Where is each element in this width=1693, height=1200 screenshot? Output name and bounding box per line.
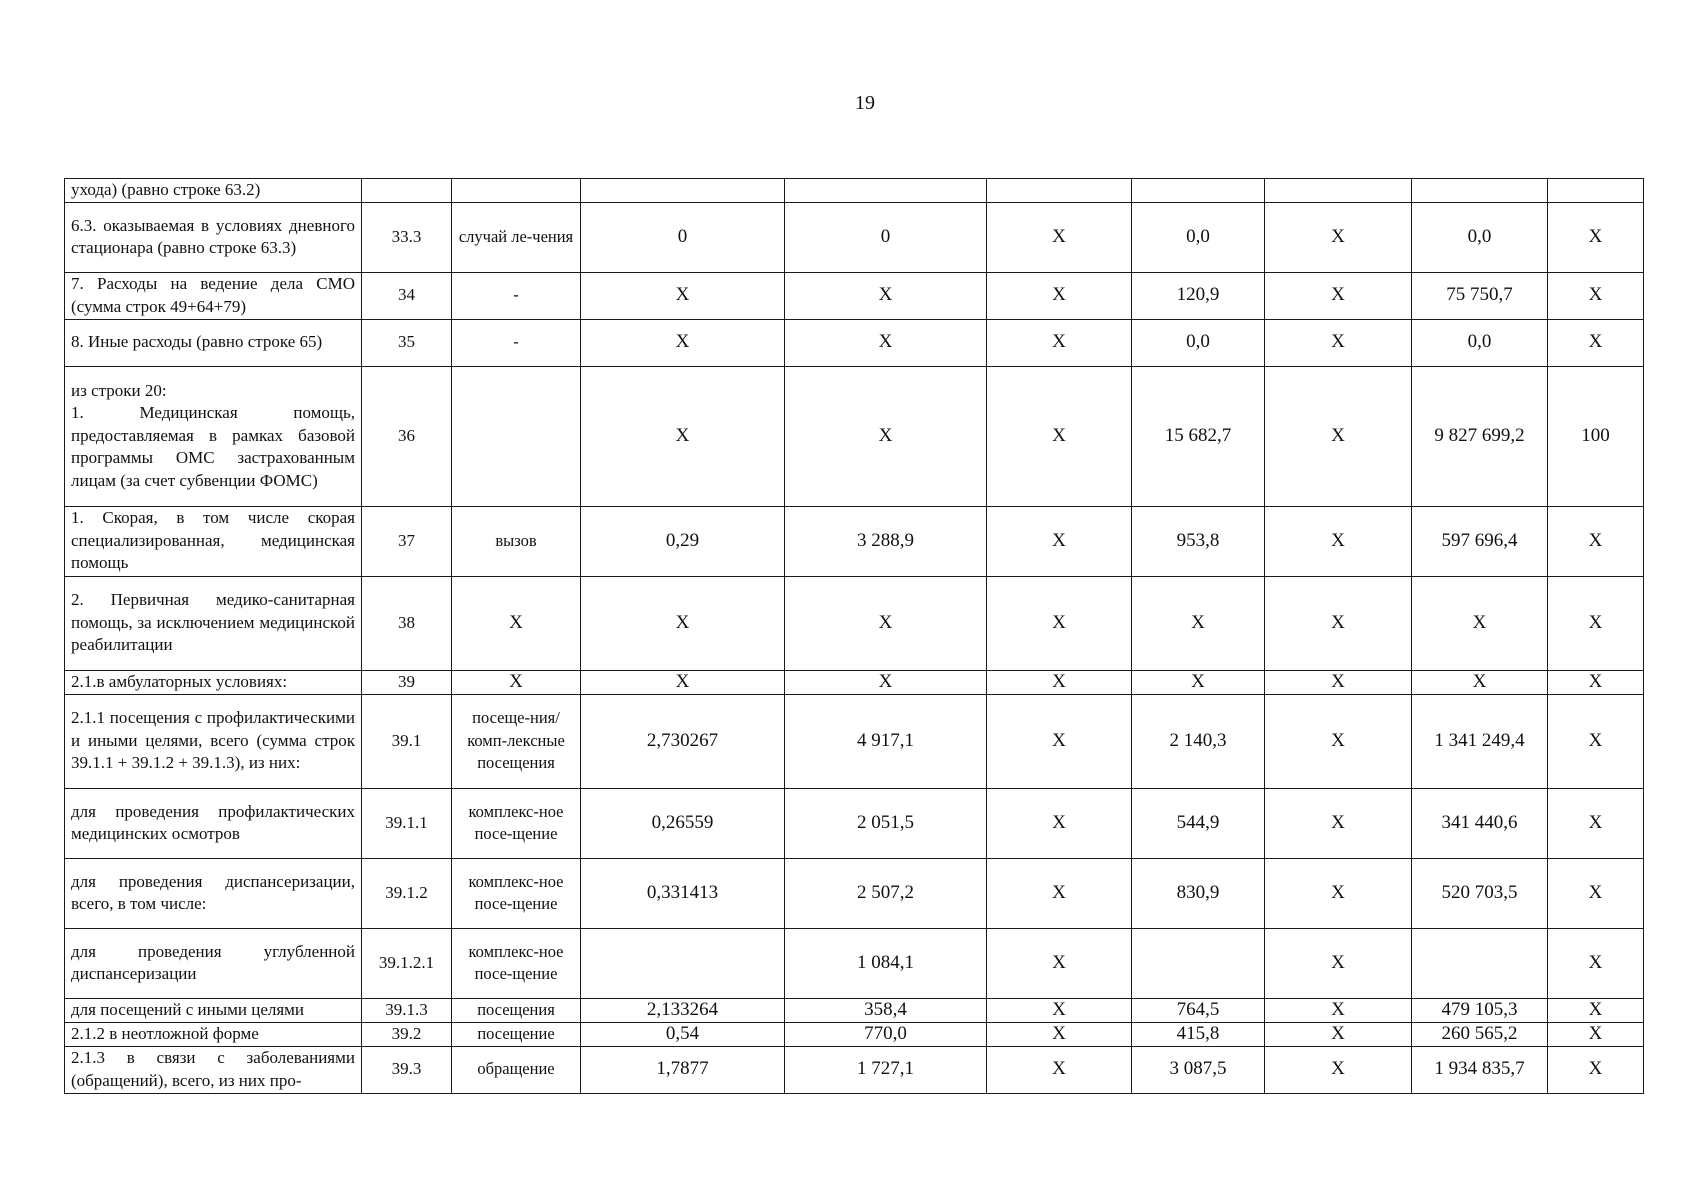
row-name-prefix: из строки 20: [71,380,167,400]
cell-c2: X [785,319,987,366]
row-unit: вызов [452,506,581,576]
cell-c6: X [1412,670,1548,694]
row-name: 2.1.в амбулаторных условиях: [65,670,362,694]
cell-c2: 1 084,1 [785,928,987,998]
cell-c4: 0,0 [1132,202,1265,272]
cell-c4: 415,8 [1132,1022,1265,1046]
cell-c4: X [1132,576,1265,670]
row-name: для проведения профилактических медицинских осмотров [65,788,362,858]
cell-c2: 2 507,2 [785,858,987,928]
cell-c4: 15 682,7 [1132,366,1265,506]
table-row [65,366,1644,506]
row-name: 8. Иные расходы (равно строке 65) [65,319,362,366]
cell-c2: 3 288,9 [785,506,987,576]
cell-c6: 260 565,2 [1412,1022,1548,1046]
cell-c6: X [1412,576,1548,670]
cell-c1: 0,54 [581,1022,785,1046]
row-name: 1. Скорая, в том числе скорая специализированная, медицинская помощь [65,506,362,576]
cell-c3: X [987,928,1132,998]
cell-c1: 0,29 [581,506,785,576]
cell-c7: X [1548,202,1644,272]
cell-c2 [785,179,987,203]
table-row [65,858,1644,928]
cell-c5 [1265,179,1412,203]
cell-c2: 0 [785,202,987,272]
row-name: для проведения диспансеризации, всего, в том числе: [65,858,362,928]
cell-c4 [1132,928,1265,998]
cell-c7: X [1548,928,1644,998]
cell-c1: 2,133264 [581,998,785,1022]
row-code: 38 [362,576,452,670]
row-unit: X [452,670,581,694]
row-name: 7. Расходы на ведение дела СМО (сумма строк 49+64+79) [65,272,362,319]
cell-c5: X [1265,694,1412,788]
cell-c1: 0,331413 [581,858,785,928]
cell-c7: X [1548,576,1644,670]
cell-c5: X [1265,788,1412,858]
row-code: 36 [362,366,452,506]
cell-c1 [581,928,785,998]
row-name [65,366,362,506]
row-unit: - [452,319,581,366]
cell-c7: X [1548,506,1644,576]
cell-c6: 75 750,7 [1412,272,1548,319]
cell-c5: X [1265,319,1412,366]
row-unit: посеще-ния/комп-лексные посещения [452,694,581,788]
row-code [362,179,452,203]
cell-c2: X [785,366,987,506]
row-name: для проведения углубленной диспансеризации [65,928,362,998]
cell-c5: X [1265,202,1412,272]
cell-c7: X [1548,788,1644,858]
table-row [65,576,1644,670]
cell-c6: 479 105,3 [1412,998,1548,1022]
row-code: 39 [362,670,452,694]
table-row [65,998,1644,1022]
table-row [65,928,1644,998]
cell-c1: 0,26559 [581,788,785,858]
row-unit: комплекс-ное посе-щение [452,928,581,998]
cell-c5: X [1265,1046,1412,1093]
cell-c1: 2,730267 [581,694,785,788]
cell-c7: X [1548,998,1644,1022]
row-code: 39.1.2.1 [362,928,452,998]
row-code: 39.1.3 [362,998,452,1022]
table-row [65,506,1644,576]
cell-c6: 597 696,4 [1412,506,1548,576]
cell-c5: X [1265,576,1412,670]
cell-c1: 0 [581,202,785,272]
cell-c2: X [785,670,987,694]
cell-c4 [1132,179,1265,203]
cell-c1: X [581,670,785,694]
cell-c4: 0,0 [1132,319,1265,366]
table-row [65,1022,1644,1046]
row-code: 39.3 [362,1046,452,1093]
cell-c3: X [987,858,1132,928]
cell-c2: 358,4 [785,998,987,1022]
table-row [65,1046,1644,1093]
table-row [65,694,1644,788]
cell-c3: X [987,670,1132,694]
cell-c3: X [987,694,1132,788]
row-code: 34 [362,272,452,319]
cell-c6 [1412,179,1548,203]
cell-c6: 1 341 249,4 [1412,694,1548,788]
row-code: 39.1 [362,694,452,788]
cell-c3: X [987,998,1132,1022]
row-code: 39.2 [362,1022,452,1046]
cell-c6: 0,0 [1412,202,1548,272]
row-unit [452,366,581,506]
cell-c3: X [987,202,1132,272]
row-code: 33.3 [362,202,452,272]
cell-c7: X [1548,1022,1644,1046]
cell-c7: X [1548,694,1644,788]
cell-c2: 2 051,5 [785,788,987,858]
table-row [65,319,1644,366]
cell-c6: 341 440,6 [1412,788,1548,858]
row-unit: обращение [452,1046,581,1093]
cell-c4: 2 140,3 [1132,694,1265,788]
row-name: 6.3. оказываемая в условиях дневного стационара (равно строке 63.3) [65,202,362,272]
cell-c7 [1548,179,1644,203]
cell-c4: X [1132,670,1265,694]
cell-c5: X [1265,858,1412,928]
cell-c3: X [987,1022,1132,1046]
cell-c4: 830,9 [1132,858,1265,928]
cell-c1 [581,179,785,203]
cell-c4: 764,5 [1132,998,1265,1022]
row-unit: - [452,272,581,319]
row-name: 2.1.1 посещения с профилактическими и иными целями, всего (сумма строк 39.1.1 + 39.1.2 + 39.1.3), из них: [65,694,362,788]
cell-c7: X [1548,272,1644,319]
row-unit: случай ле-чения [452,202,581,272]
cell-c5: X [1265,366,1412,506]
cell-c7: X [1548,319,1644,366]
cell-c2: 1 727,1 [785,1046,987,1093]
cell-c3 [987,179,1132,203]
row-code: 35 [362,319,452,366]
cell-c3: X [987,506,1132,576]
row-name: 2. Первичная медико-санитарная помощь, за исключением медицинской реабилитации [65,576,362,670]
table-row [65,272,1644,319]
cell-c2: X [785,272,987,319]
row-unit [452,179,581,203]
row-unit: X [452,576,581,670]
cell-c5: X [1265,928,1412,998]
tariff-table [64,178,1644,1094]
cell-c7: X [1548,1046,1644,1093]
cell-c6: 520 703,5 [1412,858,1548,928]
cell-c6 [1412,928,1548,998]
row-name: ухода) (равно строке 63.2) [65,179,362,203]
row-code: 37 [362,506,452,576]
cell-c4: 3 087,5 [1132,1046,1265,1093]
table-row [65,179,1644,203]
table-row [65,670,1644,694]
table-row [65,788,1644,858]
cell-c5: X [1265,1022,1412,1046]
cell-c7: X [1548,858,1644,928]
table-row [65,202,1644,272]
cell-c5: X [1265,998,1412,1022]
cell-c3: X [987,788,1132,858]
cell-c1: 1,7877 [581,1046,785,1093]
cell-c6: 9 827 699,2 [1412,366,1548,506]
row-code: 39.1.1 [362,788,452,858]
cell-c5: X [1265,670,1412,694]
cell-c3: X [987,272,1132,319]
cell-c4: 120,9 [1132,272,1265,319]
cell-c1: X [581,366,785,506]
cell-c4: 544,9 [1132,788,1265,858]
page-number: 19 [855,92,875,114]
cell-c5: X [1265,272,1412,319]
cell-c4: 953,8 [1132,506,1265,576]
cell-c3: X [987,366,1132,506]
cell-c6: 1 934 835,7 [1412,1046,1548,1093]
cell-c3: X [987,576,1132,670]
cell-c2: X [785,576,987,670]
cell-c2: 770,0 [785,1022,987,1046]
cell-c7: 100 [1548,366,1644,506]
table-body [65,179,1644,1094]
cell-c2: 4 917,1 [785,694,987,788]
cell-c6: 0,0 [1412,319,1548,366]
cell-c3: X [987,319,1132,366]
row-unit: посещение [452,1022,581,1046]
cell-c1: X [581,319,785,366]
cell-c1: X [581,272,785,319]
cell-c7: X [1548,670,1644,694]
row-name: 2.1.2 в неотложной форме [65,1022,362,1046]
cell-c1: X [581,576,785,670]
row-name-text: 1. Медицинская помощь, предоставляемая в рамках базовой программы ОМС застрахованным лицам (за счет субвенции ФОМС) [71,403,355,490]
cell-c3: X [987,1046,1132,1093]
row-code: 39.1.2 [362,858,452,928]
row-unit: комплекс-ное посе-щение [452,788,581,858]
row-unit: комплекс-ное посе-щение [452,858,581,928]
cell-c5: X [1265,506,1412,576]
row-unit: посещения [452,998,581,1022]
row-name: для посещений с иными целями [65,998,362,1022]
row-name: 2.1.3 в связи с заболеваниями (обращений), всего, из них про- [65,1046,362,1093]
